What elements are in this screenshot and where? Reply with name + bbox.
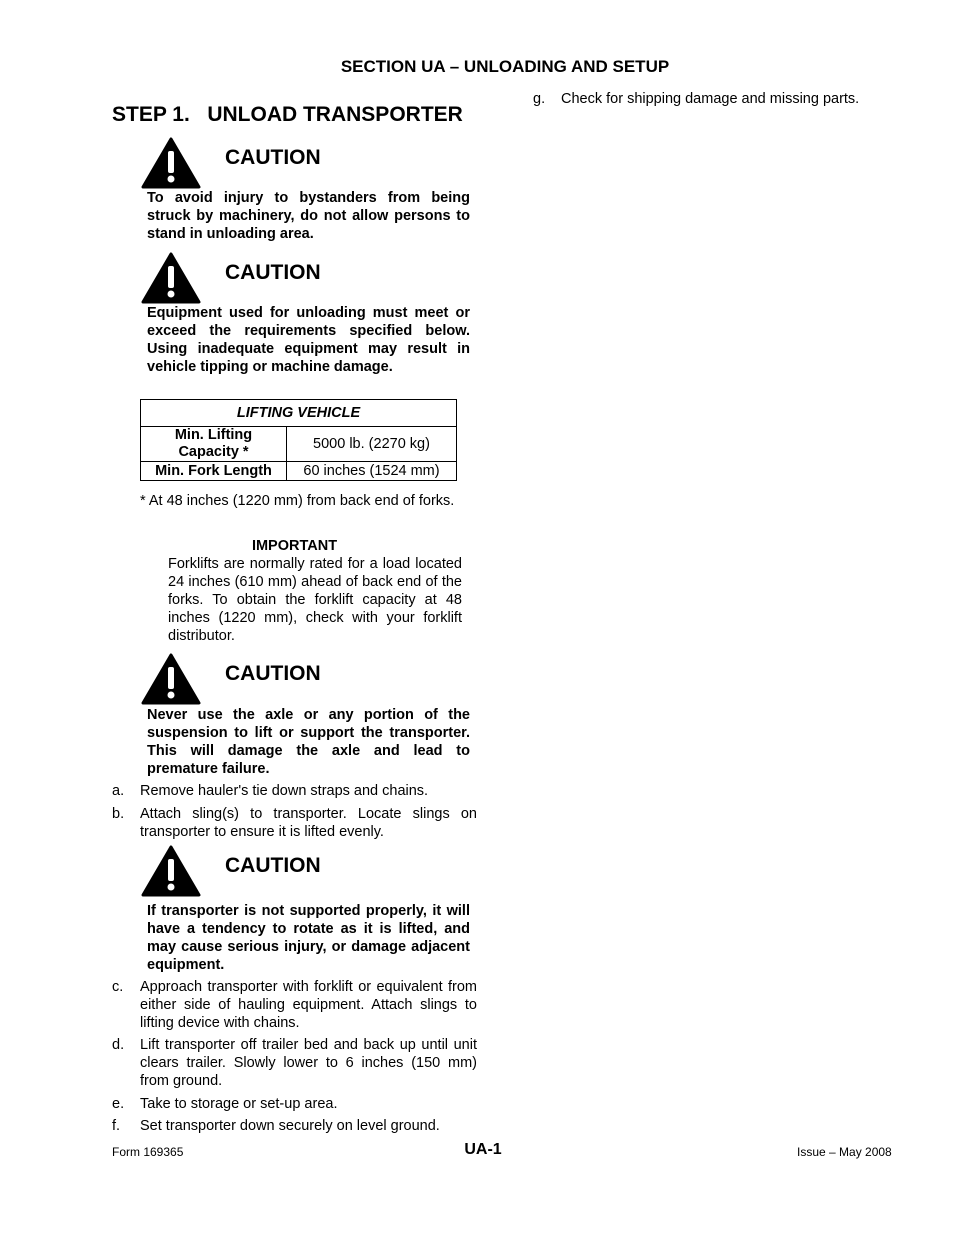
list-text: Approach transporter with forklift or equivalent from either side of hauling equipment. Attach slings to lifting device with chains. — [140, 979, 477, 1031]
caution-label: CAUTION — [225, 261, 321, 284]
list-text: Lift transporter off trailer bed and back up until unit clears trailer. Slowly lower to 6 inches (150 mm) from ground. — [140, 1037, 477, 1089]
caution-text: Equipment used for unloading must meet or exceed the requirements specified below. Using inadequate equipment may result in vehicle tipping or machine damage. — [147, 305, 470, 375]
important-text: Forklifts are normally rated for a load located 24 inches (610 mm) ahead of back end of the forks. To obtain the forklift capacity at 48 inches (1220 mm), check with your forklift distributor. — [168, 556, 462, 644]
page-number: UA-1 — [464, 1141, 502, 1158]
important-title: IMPORTANT — [251, 538, 338, 554]
list-item — [112, 805, 477, 841]
list-item — [112, 1117, 477, 1135]
warning-icon — [141, 137, 201, 189]
list-letter: a. — [112, 783, 125, 799]
step-title: STEP 1. UNLOAD TRANSPORTER — [112, 103, 463, 126]
table-row-value: 60 inches (1524 mm) — [287, 462, 457, 481]
list-letter: b. — [112, 806, 125, 822]
caution-label: CAUTION — [225, 854, 321, 877]
table-row-label: Min. Fork Length — [141, 462, 287, 481]
caution-label: CAUTION — [225, 146, 321, 169]
list-letter: c. — [112, 979, 124, 995]
lifting-vehicle-table — [140, 399, 457, 481]
caution-text: Never use the axle or any portion of the suspension to lift or support the transporter. This will damage the axle and lead to premature failure. — [147, 707, 470, 777]
form-number: Form 169365 — [112, 1145, 184, 1159]
list-letter: d. — [112, 1037, 125, 1053]
table-header: LIFTING VEHICLE — [141, 400, 457, 427]
list-item — [112, 1036, 477, 1090]
table-row-label: Min. Lifting Capacity * — [141, 427, 287, 462]
list-item — [112, 978, 477, 1032]
list-letter: f. — [112, 1118, 121, 1134]
warning-icon — [141, 653, 201, 705]
caution-label: CAUTION — [225, 662, 321, 685]
list-item — [112, 782, 477, 800]
list-letter: e. — [112, 1096, 125, 1112]
list-item — [112, 1095, 477, 1113]
table-footnote: * At 48 inches (1220 mm) from back end of forks. — [140, 493, 455, 509]
list-item — [533, 90, 913, 108]
section-title: SECTION UA – UNLOADING AND SETUP — [340, 57, 670, 76]
caution-text: If transporter is not supported properly, it will have a tendency to rotate as it is lifted, and may cause serious injury, or damage adjacent equipment. — [147, 903, 470, 973]
list-text: Attach sling(s) to transporter. Locate slings on transporter to ensure it is lifted evenly. — [140, 806, 477, 840]
warning-icon — [141, 845, 201, 897]
issue-date: Issue – May 2008 — [797, 1145, 892, 1159]
list-text: Set transporter down securely on level ground. — [140, 1118, 440, 1134]
list-text: Check for shipping damage and missing parts. — [561, 91, 860, 107]
list-letter: g. — [533, 91, 546, 107]
table-row-value: 5000 lb. (2270 kg) — [287, 427, 457, 462]
warning-icon — [141, 252, 201, 304]
list-text: Remove hauler's tie down straps and chains. — [140, 783, 429, 799]
list-text: Take to storage or set-up area. — [140, 1096, 338, 1112]
caution-text: To avoid injury to bystanders from being struck by machinery, do not allow persons to stand in unloading area. — [147, 190, 470, 242]
